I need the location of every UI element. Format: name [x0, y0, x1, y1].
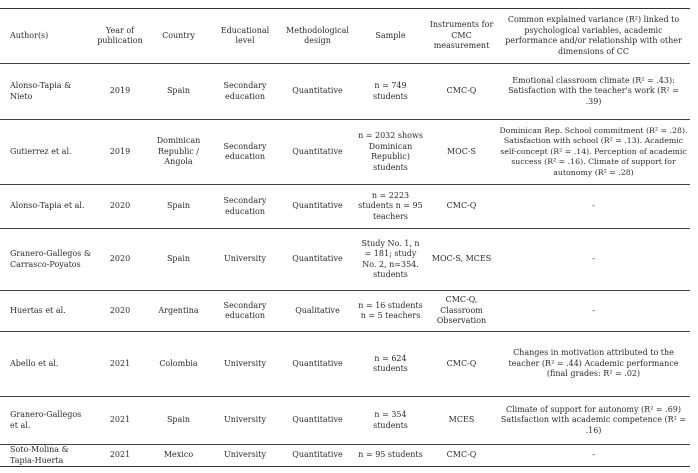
- cell-country: Spain: [147, 397, 210, 445]
- table-row: [0, 332, 690, 397]
- cell-sample: n = 95 students: [355, 445, 426, 467]
- cell-country: Spain: [147, 229, 210, 291]
- cell-instruments: MOC-S, MCES: [426, 229, 497, 291]
- table-row: [0, 185, 690, 229]
- cell-author: Abello et al.: [0, 332, 93, 397]
- cell-year: 2021: [93, 332, 147, 397]
- cell-year: 2019: [93, 64, 147, 120]
- cell-variance: Changes in motivation attributed to the teacher (R² = .44) Academic performance (final grades: R² = .02): [497, 332, 690, 397]
- cell-level: University: [210, 397, 280, 445]
- header-country: Country: [147, 9, 210, 64]
- header-level: Educational level: [210, 9, 280, 64]
- cell-variance: Dominican Rep. School commitment (R² = .28). Satisfaction with school (R² = .13). Academic self-concept (R² = .14). Perception of academic success (R² = .16). Climate of support for autonomy (R² = .28): [497, 120, 690, 185]
- cell-instruments: CMC-Q: [426, 185, 497, 229]
- cell-level: University: [210, 229, 280, 291]
- cell-instruments: MCES: [426, 397, 497, 445]
- header-year: Year of publication: [93, 9, 147, 64]
- cell-design: Quantitative: [280, 185, 355, 229]
- cell-sample: n = 16 students n = 5 teachers: [355, 291, 426, 332]
- header-row: [0, 9, 690, 64]
- cell-country: Argentina: [147, 291, 210, 332]
- cell-country: Dominican Republic / Angola: [147, 120, 210, 185]
- header-design: Methodological design: [280, 9, 355, 64]
- cell-sample: Study No. 1, n = 181; study No. 2, n=354. students: [355, 229, 426, 291]
- cell-author: Soto-Molina & Tapia-Huerta: [0, 445, 93, 467]
- table-row: [0, 397, 690, 445]
- cell-author: Huertas et al.: [0, 291, 93, 332]
- cell-year: 2021: [93, 397, 147, 445]
- cell-year: 2020: [93, 229, 147, 291]
- header-author: Author(s): [0, 9, 93, 64]
- cell-author: Gutierrez et al.: [0, 120, 93, 185]
- cell-sample: n = 354 students: [355, 397, 426, 445]
- cell-variance: -: [497, 445, 690, 467]
- cell-design: Quantitative: [280, 445, 355, 467]
- table-row: [0, 64, 690, 120]
- cell-design: Quantitative: [280, 64, 355, 120]
- cell-level: Secondary education: [210, 291, 280, 332]
- cell-country: Spain: [147, 64, 210, 120]
- cell-level: Secondary education: [210, 185, 280, 229]
- cell-variance: Climate of support for autonomy (R² = .69) Satisfaction with academic competence (R² = .16): [497, 397, 690, 445]
- cell-year: 2021: [93, 445, 147, 467]
- cell-design: Quantitative: [280, 332, 355, 397]
- header-sample: Sample: [355, 9, 426, 64]
- cell-author: Alonso-Tapia et al.: [0, 185, 93, 229]
- cell-sample: n = 2032 shows Dominican Republic) students: [355, 120, 426, 185]
- cell-variance: -: [497, 291, 690, 332]
- cell-variance: Emotional classroom climate (R² = .43): Satisfaction with the teacher's work (R² = .39): [497, 64, 690, 120]
- cell-instruments: CMC-Q: [426, 332, 497, 397]
- cell-sample: n = 2223 students n = 95 teachers: [355, 185, 426, 229]
- cell-year: 2019: [93, 120, 147, 185]
- cell-design: Quantitative: [280, 397, 355, 445]
- cell-level: University: [210, 332, 280, 397]
- cell-year: 2020: [93, 185, 147, 229]
- cell-instruments: CMC-Q, Classroom Observation: [426, 291, 497, 332]
- cell-country: Mexico: [147, 445, 210, 467]
- cell-sample: n = 749 students: [355, 64, 426, 120]
- cell-design: Quantitative: [280, 229, 355, 291]
- cell-sample: n = 624 students: [355, 332, 426, 397]
- studies-table: [0, 8, 690, 467]
- cell-instruments: CMC-Q: [426, 64, 497, 120]
- table-row: [0, 445, 690, 467]
- table-row: [0, 291, 690, 332]
- cell-level: Secondary education: [210, 120, 280, 185]
- cell-country: Colombia: [147, 332, 210, 397]
- cell-instruments: MOC-S: [426, 120, 497, 185]
- cell-level: University: [210, 445, 280, 467]
- table-row: [0, 229, 690, 291]
- cell-author: Granero-Gallegos et al.: [0, 397, 93, 445]
- cell-instruments: CMC-Q: [426, 445, 497, 467]
- cell-level: Secondary education: [210, 64, 280, 120]
- cell-design: Quantitative: [280, 120, 355, 185]
- header-variance: Common explained variance (R²) linked to psychological variables, academic performance and/or relationship with other dimensions of CC: [497, 9, 690, 64]
- cell-variance: -: [497, 185, 690, 229]
- cell-country: Spain: [147, 185, 210, 229]
- cell-design: Qualitative: [280, 291, 355, 332]
- table-row: [0, 120, 690, 185]
- header-instruments: Instruments for CMC measurement: [426, 9, 497, 64]
- cell-variance: -: [497, 229, 690, 291]
- cell-author: Alonso-Tapia & Nieto: [0, 64, 93, 120]
- cell-author: Granero-Gallegos & Carrasco-Poyatos: [0, 229, 93, 291]
- cell-year: 2020: [93, 291, 147, 332]
